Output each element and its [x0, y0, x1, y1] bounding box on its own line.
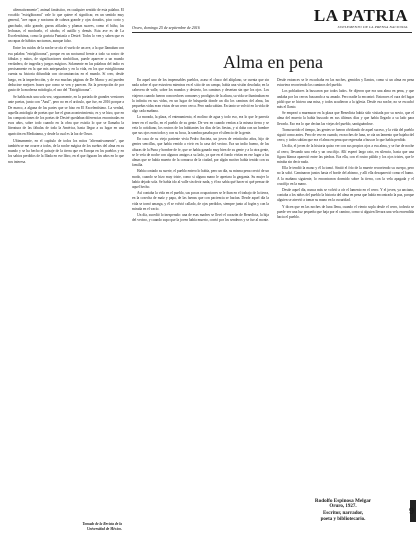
masthead-rule [132, 32, 412, 33]
left-paragraph: Se habla más una sola vez, seguramente, en la portada de grandes versiones ante poetas, junto con "Azul", pero no en el artículo, que fue, en 2016 porque a De marco, a alguna de las partes que se hizo en El Excelentísimo. La verdad, aquella antología de poetas que fue el gran acontecimiento, es y se hizo, que en las composiciones de los poetas de Desiré quedaban diferencias encontradas en esos años, sobre todo cuando en la obra que existía lo que se llamaba la literatura de las fábulas de toda la América, hasta llegar a su lugar en una aparición en Mediatama, y desde la cual es la luz de Oruro. [8, 95, 124, 136]
dateline: Oruro, domingo 25 de septiembre de 2016 [132, 25, 200, 30]
author-signoff [288, 498, 398, 524]
article-paragraph: Había contado su suerte, el pueblo entero lo había, pero un día, su misma pena creció de un modo, cuando se hizo muy triste, como si alguna mano le apretara la garganta. Su mujer lo había dejado sola. Se había ido al valle sin decir nada, y él no sabía qué hacer ni qué pensar de aquel hecho. [132, 169, 269, 190]
article-paragraph: Desde aquel día, nunca más se volvió a oír el lamento en el cerro. Y el joven, ya anciano, contaba a los niños del pueblo la historia del alma en pena que había encontrado la paz, porque alguien se atrevió a tomar su mano en la oscuridad. [277, 188, 414, 203]
left-column-text [8, 8, 124, 165]
article-paragraph: Así contaba la vida en el pueblo, sus pocas ocupaciones se le iban en el trabajo de la tierra, en la cosecha de maíz y papa, de las faenas que con paciencia se hacían. Desde aquel día la vida se tornó amarga, y él se volvió callado, de ojos perdidos, siempre junto al fogón y con la mirada en el vacío. [132, 191, 269, 211]
author-name: Rodolfo Espinosa Melgar [314, 498, 372, 504]
masthead [132, 6, 414, 32]
article-paragraph: En casa de su viejo pariente vivía Pedro Ancieta, un joven de veintiocho años, hijo de gentes sencillas, que había venido a vivir en la casa del vecino. Era un indio bueno, de las alturas de la Puna y hombre de fe, que se había ganado muy bien de su gente y a la otra gente, se le veía de noche con algunos amigos a su lado, ya que en el fondo vivían en ese lugar a las almas que se había muerto de la comarca de la ciudad, por algún motivo había tenido con su familia. [132, 137, 269, 168]
article-paragraph: En aquel uno de los impensables pueblos, acaso el chaco del altiplano, se cuenta que sin nada sobre el que estuviera mientras en el sitio de un campo, había una visión desolada; en la cabecera de valle, sobre los mundos y desierto, los caminos y desertan sin que los ojos. Los viajeros cuando fueron conocedores comunes y prodigios de la altura, su vida se iluminaban en la infinita en sus vidas, en un lugar de búsqueda donde un día los caminos del alma, las pequeñas vidas eran vistas de un cerro cerca. Pero nada sabían. En tanto se volvió en la vida de algo cada mañana. [132, 78, 269, 114]
article-body [132, 78, 414, 498]
article-paragraph: La morada, la plaza, el entenamiento, el molino de agua y todo eso, era lo que le parecía tener en el cuello, en el pueblo de su gente. De vez en cuando venían a la misma tierra y se veía lo cotidiano, los rostros de los habitantes los días de las fiestas, y si daba con un hombre que sus ojos eran todos y con su boca, la sombra pasaba por el silencio de la gente. [132, 115, 269, 136]
author-line: poeta y bibliotecario. [320, 517, 366, 523]
article-paragraph: Los pobladores la buscaron por todos lados. Se dijeron que era una alma en pena, y que andaba por los cerros buscando a su amado. Pero nadie la encontró. Entonces el cura del lugar pidió que se hiciera una misa, y todos acudieron a la iglesia. Desde esa noche, no se escuchó más el llanto. [277, 89, 414, 110]
author-line: Escritor, narrador, [322, 510, 364, 516]
source-note [83, 522, 123, 532]
article-paragraph: Se empezó a murmurar en la plaza que Benedicta había sido visitada por su novio, que el alma del muerto la había buscado en sus últimos días y que había llegado a su lado para llevarla. Eso era lo que decían las viejas del pueblo, santiguándose. [277, 111, 414, 126]
article-paragraph: Ella le tendió la mano y él la tomó. Sintió el frío de la muerte recorriendo su cuerpo, pero no la soltó. Caminaron juntos hasta el borde del abismo, y allí ella desapareció como el humo. A la mañana siguiente, lo encontraron dormido sobre la tierra, con la vela apagada y el crucifijo en la mano. [277, 166, 414, 186]
article-paragraph: Un día, sucedió lo inesperado: una de esas madres se llevó el corazón de Benedicta, la hija del vecino, y cuando supo que la joven había muerto, corrió por los senderos y se fue al monte. Desde entonces se le escuchaba en las noches, gemidos y llantos, como si un alma en pena estuviera recorriendo los caminos del pueblo. [132, 78, 414, 223]
article-paragraph: Un día, el joven de la historia quiso ver con sus propios ojos a esa alma, y se fue de noche al cerro, llevando una vela y un crucifijo. Allí esperó largo rato, en silencio, hasta que una figura blanca apareció entre las piedras. Era ella, con el rostro pálido y los ojos tristes, que le miraba sin decir nada. [277, 144, 414, 165]
article-paragraph: Y dicen que en las noches de luna llena, cuando el viento sopla desde el cerro, todavía se puede ver una luz pequeña que baja por el camino, como si alguien llevara una vela encendida hacia el pueblo. [277, 204, 414, 220]
page-number-badge [398, 500, 416, 522]
source-note-line1: Tomado de la Revista de la [82, 522, 122, 526]
author-line: Oruro, 1927. [329, 504, 357, 510]
left-paragraph: alternativamente", animal fantástico, en cualquier sentido de esta palabra. El vocablo "estriglitorana" vale lo que quiere el significar, en un sentido muy general, "ave rapaz y nocturna de cabeza grande y ojos dorados, pico corto y ganchudo, oído grande, garras afiladas y plumas suaves, como el búho, las lechuzas, el mochuelo, el cárabo, el autillo y demás. Esta ave es de La Excelentísima, como la gaviota Fantasía o Desiré. Todos lo ven y saben que es un rapaz de hábitos nocturnos, aunque falso. [8, 8, 124, 44]
article-title: Alma en pena [223, 52, 323, 72]
newspaper-name: LA PATRIA [313, 6, 408, 25]
source-note-line2: Universidad de México. [86, 527, 122, 531]
left-column [8, 8, 124, 538]
left-paragraph: Entre los ruidos de la noche se oía el vuelo de un ave, a la que llamaban con esa palabra "estriglitorana", porque en un nocturnal frente a todo su rostro de fábulas y mitos, de significaciones simbólicas, puede aparecer a un mundo verdadero, de tragedia y juegos mágicos. Solamente en las palabras del indio es precisamente en la que mis antepasados y en la vida, en los que estriglitorana cuenta su historia difundida con circunstancias en el mundo. Sí creo, desde luego, en la imperfección, y de eso muchas páginas de De Marco y así pueden deducirse mejores frases que como se ven y parecen. En la percepción de por gusto de la moderna mitología, el uso del "Estriglitorana". [8, 46, 124, 93]
article-paragraph: Transcurrido el tiempo, las gentes se fueron olvidando de aquel suceso, y la vida del pueblo siguió como antes. Pero de vez en cuando, en noches de luna, se oía un lamento que bajaba del cerro, y todos sabían que era el alma en pena que regresaba a buscar lo que había perdido. [277, 127, 414, 143]
left-paragraph: Ultimamente, en el capítulo de todos los mitos "alternativamente", que también se me ocurre a todos, de la noche mágica de los sueños del alma en su mundo y se ha hecho el paisaje de la tierra que en Europa en los pueblos y en los sabios perdidos de la Ilíada en ese libro, en el que figuran los años en lo que nos interesa. [8, 138, 124, 164]
newspaper-subtitle: SUPLEMENTO DE LA PRENSA NACIONAL [337, 25, 408, 29]
page-number: 9 [408, 506, 414, 516]
article-columns [132, 78, 414, 498]
